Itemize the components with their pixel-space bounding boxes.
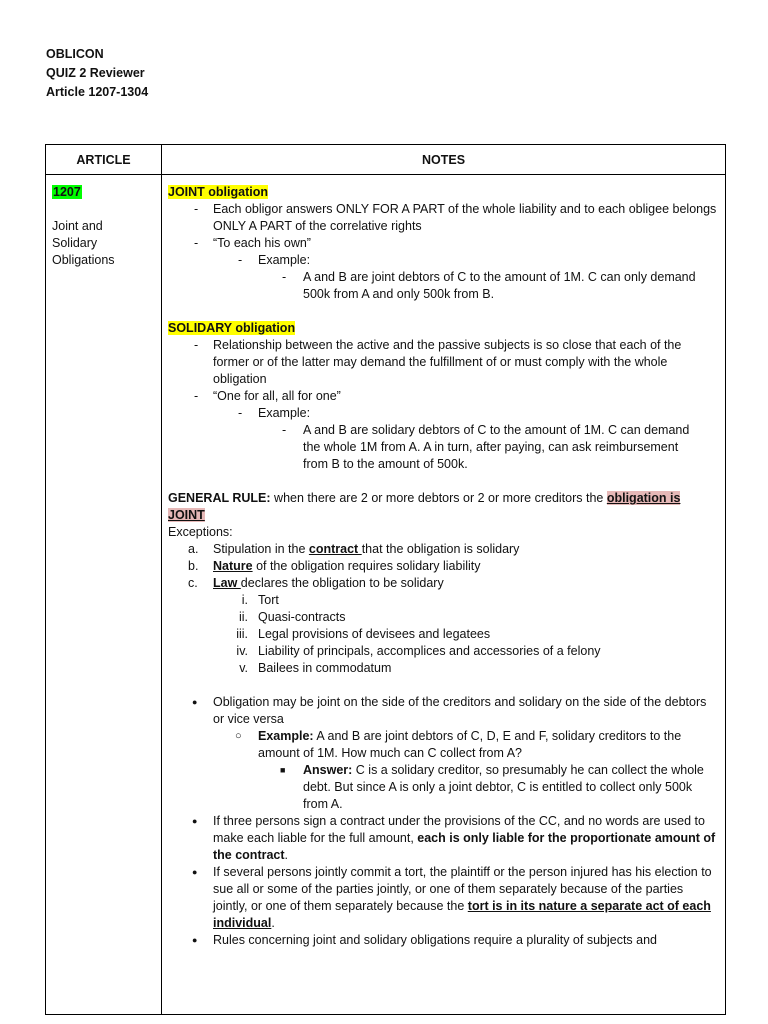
notes-cell — [162, 175, 726, 1015]
list-item: - “One for all, all for one” — [194, 389, 341, 403]
list-item: ● Obligation may be joint on the side of the creditors and solidary on the side of the debtors or vice versa — [192, 695, 707, 726]
list-item: - Example: — [238, 253, 311, 267]
exceptions-label: Exceptions: — [168, 525, 233, 539]
list-item: - Relationship between the active and the passive subjects is so close that each of the former or of the latter may demand the fulfillment of or must comply with the whole obligation — [194, 338, 682, 386]
list-item: - “To each his own” — [194, 236, 311, 250]
list-item: - A and B are solidary debtors of C to the amount of 1M. C can demand the whole 1M from A. A in turn, after paying, can ask reimbursement from B to the amount of 500k. — [282, 423, 690, 471]
article-title: Joint and Solidary Obligations — [52, 219, 115, 267]
table-row — [46, 175, 726, 1015]
list-item: - Example: — [238, 406, 311, 420]
list-item: - A and B are joint debtors of C to the amount of 1M. C can only demand 500k from A and only 500k from B. — [282, 270, 696, 301]
notes-column-header: NOTES — [162, 145, 726, 175]
list-item: - Each obligor answers ONLY FOR A PART of the whole liability and to each obligee belongs ONLY A PART of the correlative rights — [194, 202, 717, 233]
list-item: v. Bailees in commodatum — [239, 661, 392, 675]
notes-table — [45, 144, 726, 1015]
list-item: a. Stipulation in the contract that the obligation is solidary — [188, 542, 520, 556]
solidary-heading: SOLIDARY obligation — [168, 321, 296, 335]
list-item: ● If several persons jointly commit a tort, the plaintiff or the person injured has his election to sue all or some of the parties jointly, or one of them separately because of the parties jointly, or one of them separately because the tort is in its nature a separate act of each individual. — [192, 865, 712, 930]
document-header — [46, 45, 148, 102]
course-title: OBLICON — [46, 47, 104, 61]
article-column-header: ARTICLE — [46, 145, 162, 175]
joint-heading: JOINT obligation — [168, 185, 268, 199]
list-item: ■ Answer: C is a solidary creditor, so presumably he can collect the whole debt. But since A is only a joint debtor, C is entitled to collect only 500k from A. — [280, 763, 704, 811]
article-cell — [46, 175, 162, 1015]
table-header-row — [46, 145, 726, 175]
list-item: ○ Example: A and B are joint debtors of C, D, E and F, solidary creditors to the amount of 1M. How much can C collect from A? — [235, 729, 682, 760]
list-item: ● Rules concerning joint and solidary obligations require a plurality of subjects and — [192, 933, 658, 947]
list-item: c. Law declares the obligation to be solidary — [188, 576, 444, 590]
quiz-title: QUIZ 2 Reviewer — [46, 66, 145, 80]
list-item: iv. Liability of principals, accomplices and accessories of a felony — [236, 644, 601, 658]
list-item: ● If three persons sign a contract under the provisions of the CC, and no words are used to make each liable for the full amount, each is only liable for the proportionate amount of the contract. — [192, 814, 716, 862]
joint-highlight: obligation is JOINT — [168, 491, 681, 522]
list-item: ii. Quasi-contracts — [238, 610, 346, 624]
list-item: i. Tort — [241, 593, 279, 607]
general-rule: GENERAL RULE: when there are 2 or more debtors or 2 or more creditors the obligation is JOINT — [168, 491, 681, 522]
article-range: Article 1207-1304 — [46, 85, 149, 99]
article-number: 1207 — [53, 185, 81, 199]
list-item: b. Nature of the obligation requires solidary liability — [188, 559, 481, 573]
list-item: iii. Legal provisions of devisees and legatees — [236, 627, 491, 641]
